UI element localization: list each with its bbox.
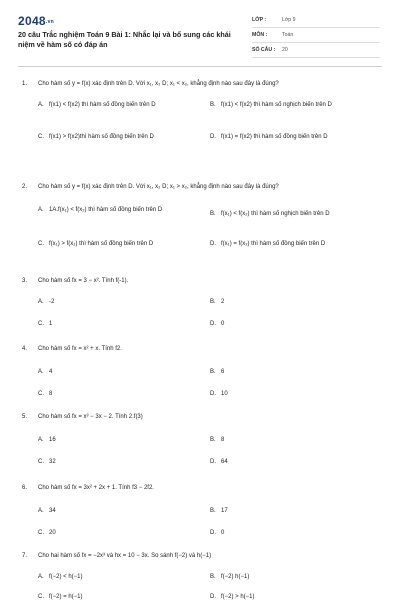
option-label: D. (210, 593, 216, 600)
option-d[interactable] (210, 529, 371, 537)
logo-suffix: .vn (45, 18, 55, 25)
option-text: 8 (221, 436, 225, 443)
option-d[interactable] (210, 240, 371, 248)
option-b[interactable] (210, 507, 371, 515)
option-label: B. (210, 507, 216, 514)
option-a[interactable] (38, 298, 199, 306)
option-label: C. (38, 390, 44, 397)
option-a[interactable] (38, 206, 199, 214)
option-b[interactable] (210, 573, 371, 581)
option-b[interactable] (210, 436, 371, 444)
option-label: D. (210, 458, 216, 465)
meta-value: Lớp 9 (282, 17, 296, 23)
option-a[interactable] (38, 368, 199, 376)
question-number: 2. (22, 184, 28, 190)
option-text: 34 (49, 507, 56, 514)
option-text: f(−2) h(−1) (221, 573, 250, 580)
question-5 (22, 413, 378, 465)
option-text: 2 (221, 298, 225, 305)
option-a[interactable] (38, 507, 199, 515)
option-text: 0 (221, 320, 225, 327)
question-stem: Cho hai hàm số fx = −2x³ và hx = 10 − 3x. So sánh f(−2) và h(−1) (38, 553, 212, 559)
option-text: f(x1) < f(x2) thì hàm số nghịch biến trên D (221, 101, 332, 108)
option-d[interactable] (210, 458, 371, 466)
option-label: B. (210, 298, 216, 305)
option-d[interactable] (210, 133, 371, 141)
question-stem: Cho hàm số y = f(x) xác định trên D. Với x₁, x₂ D; x₁ > x₂, khẳng định nào sau đây là đúng? (38, 184, 279, 190)
meta-value: 20 (282, 47, 288, 53)
option-label: D. (210, 529, 216, 536)
option-b[interactable] (210, 298, 371, 306)
question-stem: Cho hàm số fx = x² + x. Tính f2. (38, 346, 122, 352)
question-number: 6. (22, 485, 28, 491)
option-a[interactable] (38, 101, 199, 109)
option-c[interactable] (38, 593, 199, 601)
option-label: C. (38, 240, 44, 247)
question-number: 1. (22, 81, 28, 87)
meta-key: SỐ CÂU : (252, 47, 276, 53)
question-stem: Cho hàm số fx = 3x² + 2x + 1. Tính f3 − 2f2. (38, 485, 154, 491)
option-d[interactable] (210, 390, 371, 398)
option-label: D. (210, 240, 216, 247)
question-stem: Cho hàm số fx = x³ − 3x − 2. Tính 2.f(3) (38, 414, 143, 420)
option-c[interactable] (38, 458, 199, 466)
option-label: D. (210, 390, 216, 397)
option-c[interactable] (38, 133, 199, 141)
option-c[interactable] (38, 390, 199, 398)
site-logo[interactable] (18, 14, 54, 28)
option-label: A. (38, 436, 44, 443)
meta-row-class (252, 13, 380, 28)
option-text: 32 (49, 458, 56, 465)
option-d[interactable] (210, 320, 371, 328)
option-label: A. (38, 298, 44, 305)
option-label: A. (38, 101, 44, 108)
option-text: f(x1) > f(x2)thì hàm số đồng biến trên D (49, 133, 154, 140)
option-a[interactable] (38, 436, 199, 444)
header-divider (18, 66, 382, 67)
meta-row-subject (252, 28, 380, 43)
question-6 (22, 484, 378, 536)
question-number: 5. (22, 414, 28, 420)
question-3 (22, 277, 378, 327)
option-text: 4 (49, 368, 53, 375)
option-label: A. (38, 206, 44, 213)
meta-key: MÔN : (252, 32, 268, 38)
option-label: C. (38, 458, 44, 465)
option-label: B. (210, 573, 216, 580)
option-label: B. (210, 101, 216, 108)
option-b[interactable] (210, 368, 371, 376)
option-label: B. (210, 210, 216, 217)
option-text: 16 (49, 436, 56, 443)
option-text: 0 (221, 529, 225, 536)
option-c[interactable] (38, 240, 199, 248)
option-b[interactable] (210, 101, 371, 109)
option-text: -2 (49, 298, 55, 305)
option-text: f(x1) = f(x2) thì hàm số đồng biến trên D (221, 133, 328, 140)
question-4 (22, 345, 378, 397)
logo-text: 2048 (18, 14, 46, 28)
option-label: D. (210, 133, 216, 140)
document-title: 20 câu Trắc nghiệm Toán 9 Bài 1: Nhắc lại và bổ sung các khái niệm về hàm số có đáp án (18, 30, 231, 49)
question-number: 4. (22, 346, 28, 352)
option-label: C. (38, 133, 44, 140)
option-text: f(−2) = h(−1) (49, 593, 83, 600)
option-text: 17 (221, 507, 228, 514)
option-label: B. (210, 368, 216, 375)
option-label: C. (38, 593, 44, 600)
option-text: 8 (49, 390, 53, 397)
question-1 (22, 80, 378, 140)
option-text: 10 (221, 390, 228, 397)
question-number: 3. (22, 278, 28, 284)
meta-table (252, 13, 380, 58)
option-text: 1A.f(x₁) < f(x₂) thì hàm số đồng biến trên D (49, 206, 163, 213)
option-label: A. (38, 573, 44, 580)
question-stem: Cho hàm số y = f(x) xác định trên D. Với x₁, x₂ D; x₁ < x₂, khẳng định nào sau đây là đúng? (38, 81, 279, 87)
meta-value: Toán (282, 32, 294, 38)
option-d[interactable] (210, 593, 371, 601)
option-text: f(−2) < h(−1) (49, 573, 83, 580)
option-label: A. (38, 507, 44, 514)
option-text: 1 (49, 320, 53, 327)
question-7 (22, 552, 378, 600)
option-text: 6 (221, 368, 225, 375)
option-text: f(x₁) < f(x₂) thì hàm số nghịch biến trên D (221, 210, 330, 217)
option-text: 20 (49, 529, 56, 536)
option-text: f(x1) < f(x2) thì hàm số đồng biến trên D (49, 101, 156, 108)
option-text: 64 (221, 458, 228, 465)
option-label: D. (210, 320, 216, 327)
option-label: C. (38, 320, 44, 327)
option-text: f(x₁) > f(x₂) thì hàm số đồng biến trên D (49, 240, 154, 247)
option-b[interactable] (210, 210, 371, 218)
question-stem: Cho hàm số fx = 3 − x². Tính f(-1). (38, 278, 129, 284)
option-label: B. (210, 436, 216, 443)
question-number: 7. (22, 553, 28, 559)
option-c[interactable] (38, 529, 199, 537)
option-label: A. (38, 368, 44, 375)
option-c[interactable] (38, 320, 199, 328)
option-a[interactable] (38, 573, 199, 581)
option-text: f(x₁) = f(x₂) thì hàm số đồng biến trên D (221, 240, 326, 247)
question-2 (22, 183, 378, 247)
option-label: C. (38, 529, 44, 536)
meta-row-count (252, 43, 380, 58)
option-text: f(−2) > h(−1) (221, 593, 255, 600)
meta-key: LỚP : (252, 17, 267, 23)
